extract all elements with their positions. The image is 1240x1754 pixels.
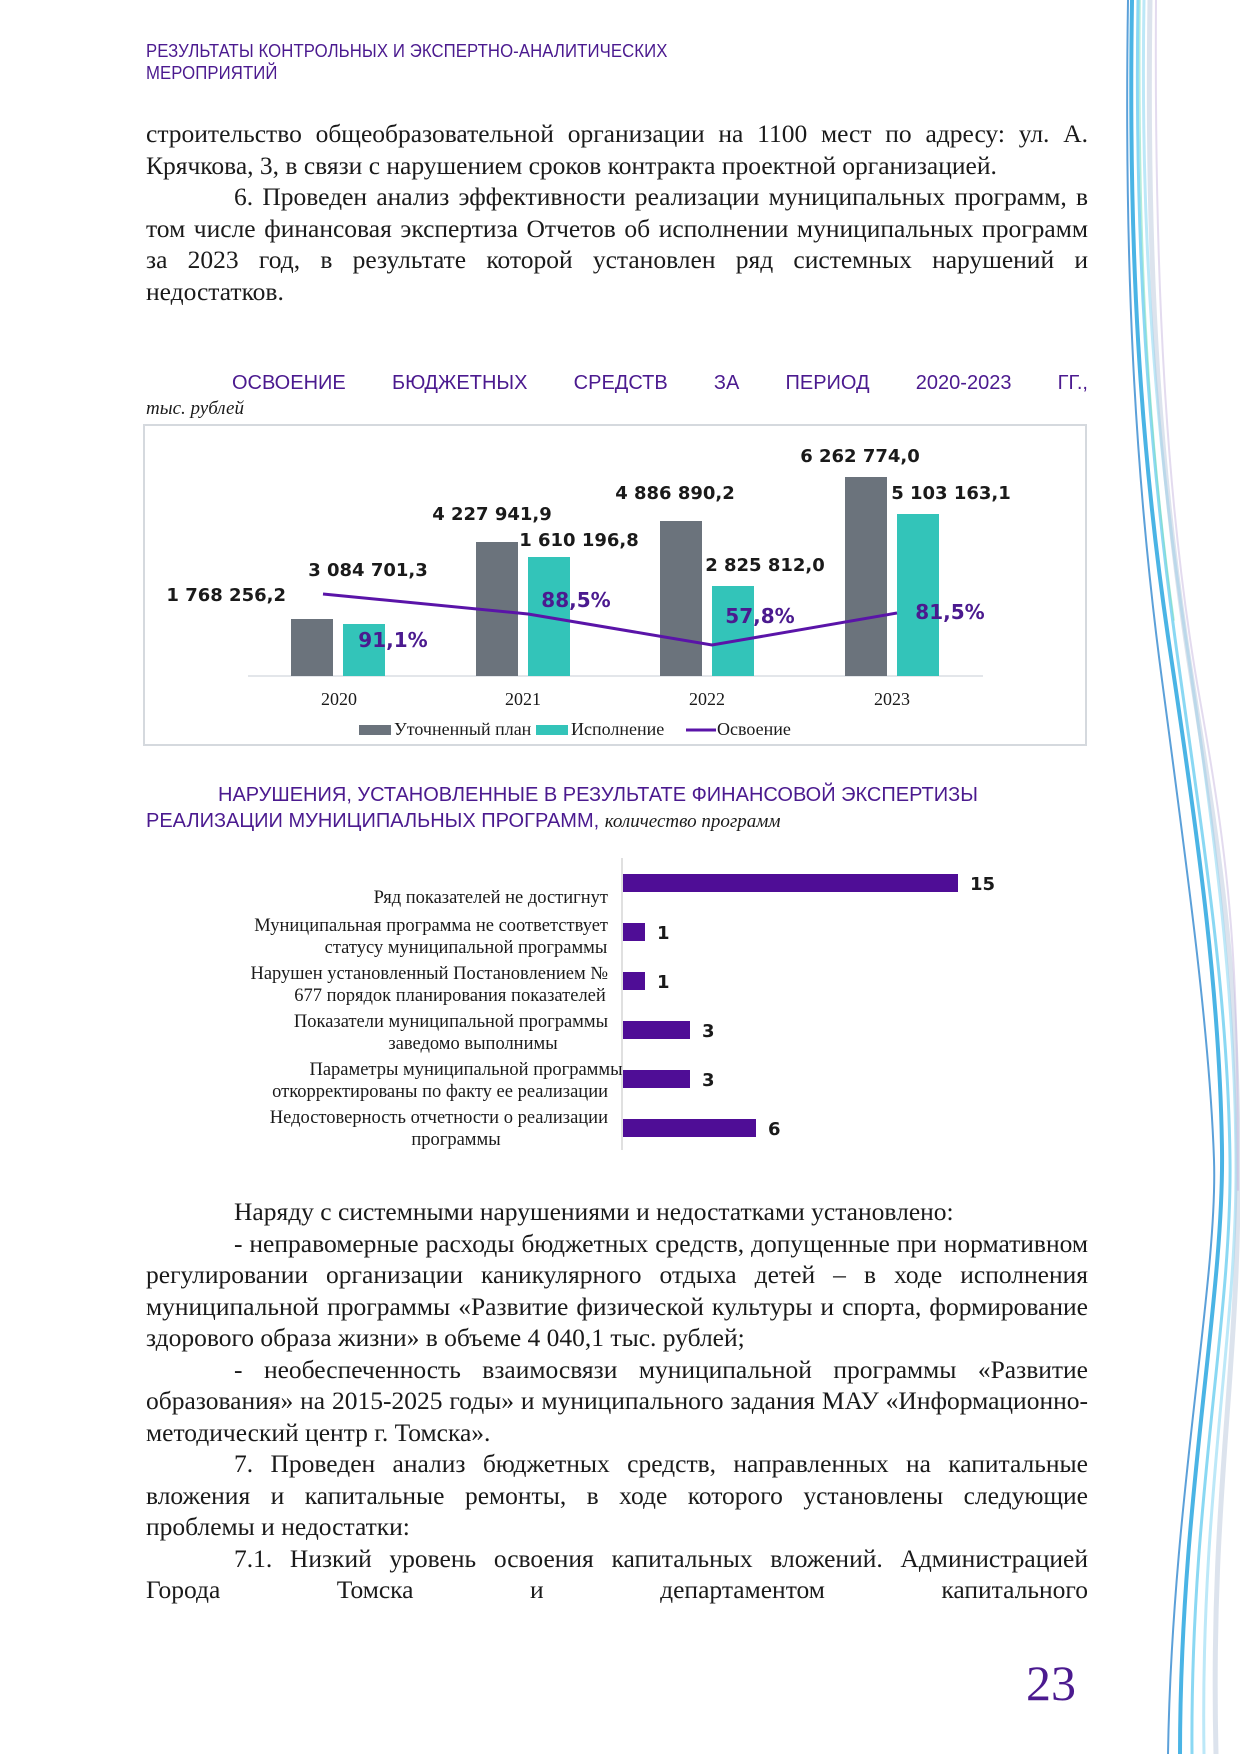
chart1-title-word: БЮДЖЕТНЫХ (391, 372, 528, 394)
x-tick-2023: 2023 (874, 689, 910, 709)
label-pct-2022: 57,8% (725, 604, 795, 628)
bar-exec-2022 (712, 586, 754, 676)
x-tick-2021: 2021 (505, 689, 541, 709)
bar-exec-2023 (897, 514, 939, 676)
label-exec-2021: 1 610 196,8 (519, 530, 639, 551)
findings-section (146, 1196, 1088, 1606)
category-label: Параметры муниципальной программы (309, 1060, 623, 1080)
bar-violation (623, 923, 645, 941)
bar-value-label: 6 (768, 1119, 781, 1140)
category-label: 677 порядок планирования показателей (294, 986, 606, 1006)
bar-value-label: 1 (657, 972, 670, 993)
label-plan-2020: 1 768 256,2 (166, 585, 286, 606)
bar-value-label: 3 (702, 1070, 715, 1091)
running-header-line-1: РЕЗУЛЬТАТЫ КОНТРОЛЬНЫХ И ЭКСПЕРТНО-АНАЛИТИЧЕСКИХ (146, 41, 668, 61)
findings-intro: Наряду с системными нарушениями и недостатками установлено: (234, 1197, 954, 1226)
x-tick-2022: 2022 (689, 689, 725, 709)
chart1-title-word: ЗА (713, 372, 740, 394)
label-exec-2020: 3 084 701,3 (308, 560, 428, 581)
category-label: заведомо выполнимы (388, 1034, 558, 1054)
chart1-title-word: ПЕРИОД (785, 372, 870, 394)
findings-item-7-1: 7.1. Низкий уровень освоения капитальных вложений. Администрацией Города Томска и департаментом капитального (146, 1543, 1088, 1604)
bar-violation (623, 972, 645, 990)
chart1-title-words (146, 370, 1088, 396)
label-plan-2022: 4 886 890,2 (615, 483, 735, 504)
category-label: откорректированы по факту ее реализации (272, 1082, 608, 1102)
legend-swatch-exec (536, 725, 568, 735)
findings-item-7: 7. Проведен анализ бюджетных средств, направленных на капитальные вложения и капитальные ремонты, в ходе которого установлены следующие проблемы и недостатки: (146, 1449, 1088, 1541)
chart1-title (146, 370, 1088, 422)
category-label: статусу муниципальной программы (324, 938, 608, 958)
budget-execution-chart (143, 424, 1087, 746)
chart1-legend (359, 719, 791, 739)
chart1-title-word: ГГ., (1057, 372, 1088, 394)
intro-paragraph-item-6: 6. Проведен анализ эффективности реализации муниципальных программ, в том числе финансовая экспертиза Отчетов об исполнении муниципальных программ за 2023 год, в результате которой установлен ряд системных нарушений и недостатков. (146, 182, 1088, 306)
category-label: Муниципальная программа не соответствует (254, 916, 608, 936)
bar-violation (623, 1119, 756, 1137)
bar-violation (623, 1070, 690, 1088)
chart2-title-line-2 (146, 808, 1088, 835)
bar-violation (623, 1021, 690, 1039)
category-label: программы (411, 1130, 501, 1150)
chart2-title-line-2-text: РЕАЛИЗАЦИИ МУНИЦИПАЛЬНЫХ ПРОГРАММ, (146, 810, 600, 832)
x-tick-2020: 2020 (321, 689, 357, 709)
violations-chart (140, 850, 1020, 1160)
decorative-swirl-graphic (1110, 0, 1240, 1754)
label-exec-2022: 2 825 812,0 (705, 555, 825, 576)
intro-section (146, 118, 1088, 307)
bar-value-label: 3 (702, 1021, 715, 1042)
page-number: 23 (1026, 1655, 1076, 1711)
running-header (146, 40, 797, 84)
label-plan-2021: 4 227 941,9 (432, 504, 552, 525)
bar-plan-2022 (660, 521, 702, 676)
bar-value-label: 15 (970, 874, 996, 895)
label-exec-2023: 5 103 163,1 (891, 483, 1011, 504)
legend-swatch-plan (359, 725, 391, 735)
chart1-unit: тыс. рублей (146, 398, 244, 419)
legend-label-exec: Исполнение (571, 719, 665, 739)
chart1-title-word: 2020-2023 (915, 372, 1012, 394)
intro-paragraph-continuation: строительство общеобразовательной организации на 1100 мест по адресу: ул. А. Крячкова, 3, в связи с нарушением сроков контракта проектной организацией. (146, 119, 1088, 180)
legend-label-plan: Уточненный план (394, 719, 532, 739)
findings-item-expenses: - неправомерные расходы бюджетных средств, допущенные при нормативном регулировании организации каникулярного отдыха детей – в ходе исполнения муниципальной программы «Развитие физической культуры и спорта, формирование здорового образа жизни» в объеме 4 040,1 тыс. рублей; (146, 1228, 1088, 1352)
chart2-title-line-1: НАРУШЕНИЯ, УСТАНОВЛЕННЫЕ В РЕЗУЛЬТАТЕ ФИНАНСОВОЙ ЭКСПЕРТИЗЫ (218, 784, 978, 806)
category-label: Ряд показателей не достигнут (373, 888, 608, 908)
category-label: Нарушен установленный Постановлением № (250, 964, 608, 984)
label-plan-2023: 6 262 774,0 (800, 446, 920, 467)
bar-plan-2020 (291, 619, 333, 676)
chart2-title (146, 782, 1088, 835)
findings-item-linkage: - необеспеченность взаимосвязи муниципальной программы «Развитие образования» на 2015-2025 годы» и муниципального задания МАУ «Информационно-методический центр г. Томска». (146, 1354, 1088, 1447)
chart1-title-word: ОСВОЕНИЕ (232, 372, 346, 394)
running-header-line-2: МЕРОПРИЯТИЙ (146, 63, 278, 83)
label-pct-2020: 91,1% (358, 628, 428, 652)
category-label: Недостоверность отчетности о реализации (269, 1108, 608, 1128)
chart2-unit: количество программ (604, 811, 781, 832)
legend-label-line: Освоение (717, 719, 791, 739)
bar-value-label: 1 (657, 923, 670, 944)
label-pct-2023: 81,5% (915, 600, 985, 624)
bar-violation (623, 874, 958, 892)
bar-plan-2023 (845, 477, 887, 676)
chart1-title-word: СРЕДСТВ (573, 372, 668, 394)
label-pct-2021: 88,5% (541, 588, 611, 612)
category-label: Показатели муниципальной программы (293, 1012, 608, 1032)
